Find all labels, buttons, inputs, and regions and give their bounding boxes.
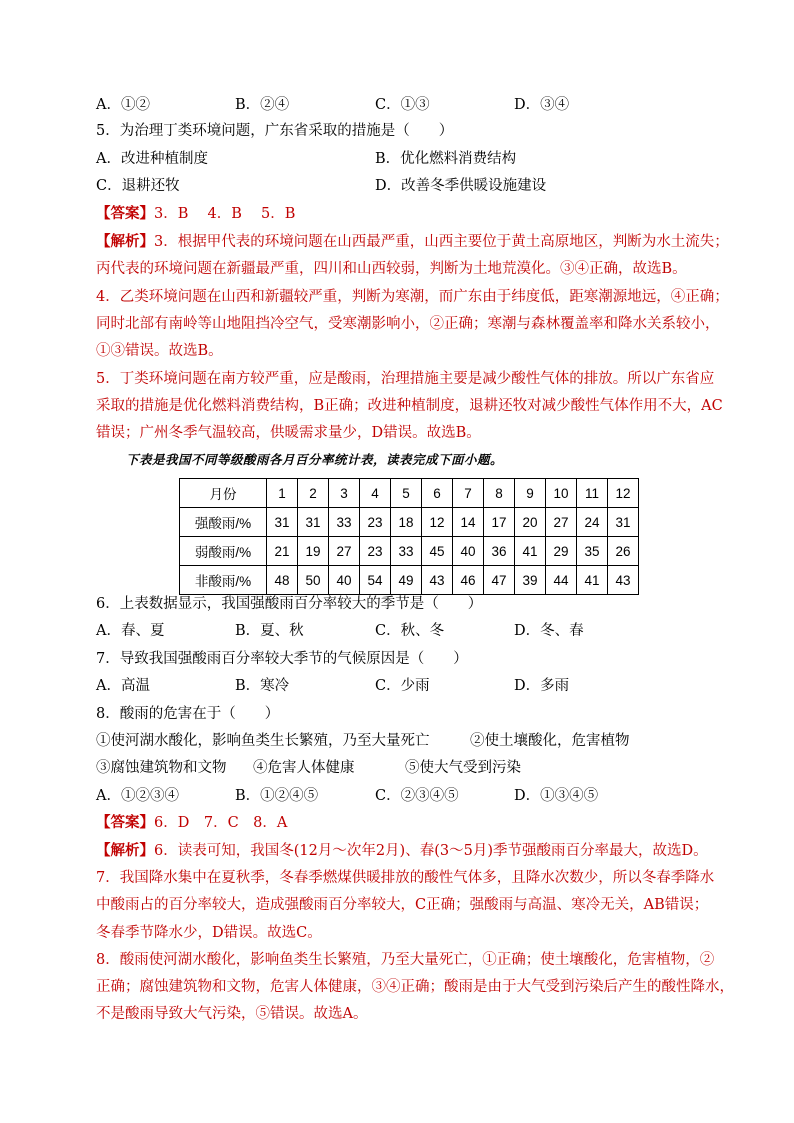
month-cell: 8 bbox=[484, 479, 515, 508]
table-cell: 45 bbox=[422, 537, 453, 566]
q6-option-d: D．冬、春 bbox=[514, 623, 584, 639]
acid-rain-table bbox=[179, 478, 639, 595]
table-cell: 35 bbox=[577, 537, 608, 566]
month-cell: 3 bbox=[329, 479, 360, 508]
header-label: 月份 bbox=[180, 479, 267, 508]
q5-option-c: C．退耕还牧 bbox=[96, 178, 180, 194]
q4-option-b: B．②④ bbox=[235, 97, 290, 113]
q8-statement-3: ③腐蚀建筑物和文物 bbox=[96, 760, 227, 776]
row-label: 强酸雨/% bbox=[180, 508, 267, 537]
analysis-1-line-6: 5．丁类环境问题在南方较严重，应是酸雨，治理措施主要是减少酸性气体的排放。所以广东省应 bbox=[96, 371, 715, 387]
q4-option-a: A．①② bbox=[96, 97, 150, 113]
table-cell: 36 bbox=[484, 537, 515, 566]
table-cell: 12 bbox=[422, 508, 453, 537]
q5-stem: 5．为治理丁类环境问题，广东省采取的措施是（ ） bbox=[96, 123, 454, 139]
month-cell: 5 bbox=[391, 479, 422, 508]
table-row-weak-acid bbox=[180, 537, 639, 566]
q8-option-d: D．①③④⑤ bbox=[514, 788, 599, 804]
month-cell: 11 bbox=[577, 479, 608, 508]
table-cell: 54 bbox=[360, 566, 391, 595]
analysis-2-line-6: 正确；腐蚀建筑物和文物，危害人体健康，③④正确；酸雨是由于大气受到污染后产生的酸性降水， bbox=[96, 979, 734, 995]
table-intro: 下表是我国不同等级酸雨各月百分率统计表，读表完成下面小题。 bbox=[126, 452, 504, 467]
q7-option-c: C．少雨 bbox=[375, 678, 430, 694]
analysis-2-line-2: 7．我国降水集中在夏秋季，冬春季燃煤供暖排放的酸性气体多，且降水次数少，所以冬春季降水 bbox=[96, 870, 715, 886]
table-row-strong-acid bbox=[180, 508, 639, 537]
table-cell: 31 bbox=[298, 508, 329, 537]
table-cell: 44 bbox=[546, 566, 577, 595]
q5-option-a: A．改进种植制度 bbox=[96, 151, 208, 167]
table-cell: 33 bbox=[391, 537, 422, 566]
q7-option-b: B．寒冷 bbox=[235, 678, 290, 694]
analysis-1-line-4: 同时北部有南岭等山地阻挡冷空气，受寒潮影响小，②正确；寒潮与森林覆盖率和降水关系较小， bbox=[96, 316, 720, 332]
table-cell: 47 bbox=[484, 566, 515, 595]
analysis-1-line-1 bbox=[96, 232, 729, 252]
table-cell: 29 bbox=[546, 537, 577, 566]
table-cell: 40 bbox=[329, 566, 360, 595]
analysis-1-line-3: 4．乙类环境问题在山西和新疆较严重，判断为寒潮，而广东由于纬度低，距寒潮源地远，④正确； bbox=[96, 289, 729, 305]
table-cell: 40 bbox=[453, 537, 484, 566]
analysis-2-line-7: 不是酸雨导致大气污染，⑤错误。故选A。 bbox=[96, 1006, 368, 1022]
analysis-1-line-2: 丙代表的环境问题在新疆最严重，四川和山西较弱，判断为土地荒漠化。③④正确，故选B。 bbox=[96, 261, 687, 277]
month-cell: 9 bbox=[515, 479, 546, 508]
table-cell: 26 bbox=[608, 537, 639, 566]
table-cell: 24 bbox=[577, 508, 608, 537]
q5-option-b: B．优化燃料消费结构 bbox=[375, 151, 517, 167]
q8-option-a: A．①②③④ bbox=[96, 788, 179, 804]
month-cell: 1 bbox=[267, 479, 298, 508]
q8-option-b: B．①②④⑤ bbox=[235, 788, 319, 804]
analysis-text: 3．根据甲代表的环境问题在山西最严重，山西主要位于黄土高原地区，判断为水土流失； bbox=[154, 234, 729, 250]
analysis-2-line-4: 冬春季节降水少，D错误。故选C。 bbox=[96, 925, 322, 941]
table-cell: 27 bbox=[329, 537, 360, 566]
answer-label: 【答案】 bbox=[96, 814, 154, 831]
row-label: 弱酸雨/% bbox=[180, 537, 267, 566]
table-header-row bbox=[180, 479, 639, 508]
table-cell: 41 bbox=[515, 537, 546, 566]
table-row-non-acid bbox=[180, 566, 639, 595]
table-cell: 46 bbox=[453, 566, 484, 595]
q8-option-c: C．②③④⑤ bbox=[375, 788, 459, 804]
month-cell: 12 bbox=[608, 479, 639, 508]
table-cell: 18 bbox=[391, 508, 422, 537]
table-cell: 14 bbox=[453, 508, 484, 537]
table-cell: 23 bbox=[360, 508, 391, 537]
analysis-1-line-5: ①③错误。故选B。 bbox=[96, 343, 223, 359]
analysis-text: 6．读表可知，我国冬(12月～次年2月)、春(3～5月)季节强酸雨百分率最大，故选D。 bbox=[154, 843, 708, 859]
q8-statement-2: ②使土壤酸化，危害植物 bbox=[470, 733, 630, 749]
q7-option-a: A．高温 bbox=[96, 678, 150, 694]
table-cell: 21 bbox=[267, 537, 298, 566]
analysis-label: 【解析】 bbox=[96, 842, 154, 859]
q8-statement-1: ①使河湖水酸化，影响鱼类生长繁殖，乃至大量死亡 bbox=[96, 733, 430, 749]
month-cell: 10 bbox=[546, 479, 577, 508]
table-cell: 33 bbox=[329, 508, 360, 537]
month-cell: 7 bbox=[453, 479, 484, 508]
q8-stem: 8．酸雨的危害在于（ ） bbox=[96, 706, 280, 722]
answer-text: 6．D 7．C 8．A bbox=[154, 815, 288, 831]
answer-1 bbox=[96, 204, 295, 224]
analysis-1-line-7: 采取的措施是优化燃料消费结构，B正确；改进种植制度，退耕还牧对减少酸性气体作用不大，AC bbox=[96, 398, 723, 414]
table-cell: 41 bbox=[577, 566, 608, 595]
q6-stem: 6．上表数据显示，我国强酸雨百分率较大的季节是（ ） bbox=[96, 596, 483, 612]
table-cell: 20 bbox=[515, 508, 546, 537]
table-cell: 50 bbox=[298, 566, 329, 595]
table-cell: 31 bbox=[608, 508, 639, 537]
analysis-1-line-8: 错误；广州冬季气温较高，供暖需求量少，D错误。故选B。 bbox=[96, 425, 481, 441]
table-cell: 27 bbox=[546, 508, 577, 537]
month-cell: 2 bbox=[298, 479, 329, 508]
q4-option-c: C．①③ bbox=[375, 97, 430, 113]
q6-option-c: C．秋、冬 bbox=[375, 623, 445, 639]
q5-option-d: D．改善冬季供暖设施建设 bbox=[375, 178, 547, 194]
analysis-label: 【解析】 bbox=[96, 233, 154, 250]
analysis-2-line-1 bbox=[96, 841, 708, 861]
month-cell: 6 bbox=[422, 479, 453, 508]
table-cell: 31 bbox=[267, 508, 298, 537]
q4-option-d: D．③④ bbox=[514, 97, 570, 113]
table-cell: 48 bbox=[267, 566, 298, 595]
analysis-2-line-3: 中酸雨占的百分率较大，造成强酸雨百分率较大，C正确；强酸雨与高温、寒冷无关，AB错误； bbox=[96, 897, 709, 913]
row-label: 非酸雨/% bbox=[180, 566, 267, 595]
table-cell: 43 bbox=[608, 566, 639, 595]
answer-text: 3．B 4．B 5．B bbox=[154, 206, 296, 222]
q6-option-a: A．春、夏 bbox=[96, 623, 165, 639]
q6-option-b: B．夏、秋 bbox=[235, 623, 304, 639]
table-cell: 23 bbox=[360, 537, 391, 566]
analysis-2-line-5: 8．酸雨使河湖水酸化，影响鱼类生长繁殖，乃至大量死亡，①正确；使土壤酸化，危害植物，② bbox=[96, 952, 715, 968]
table-cell: 17 bbox=[484, 508, 515, 537]
q8-statement-4: ④危害人体健康 bbox=[253, 760, 355, 776]
q7-stem: 7．导致我国强酸雨百分率较大季节的气候原因是（ ） bbox=[96, 651, 468, 667]
table-cell: 49 bbox=[391, 566, 422, 595]
q8-statement-5: ⑤使大气受到污染 bbox=[405, 760, 521, 776]
month-cell: 4 bbox=[360, 479, 391, 508]
answer-2 bbox=[96, 813, 287, 833]
table-cell: 43 bbox=[422, 566, 453, 595]
q7-option-d: D．多雨 bbox=[514, 678, 570, 694]
table-cell: 39 bbox=[515, 566, 546, 595]
table-cell: 19 bbox=[298, 537, 329, 566]
answer-label: 【答案】 bbox=[96, 205, 154, 222]
